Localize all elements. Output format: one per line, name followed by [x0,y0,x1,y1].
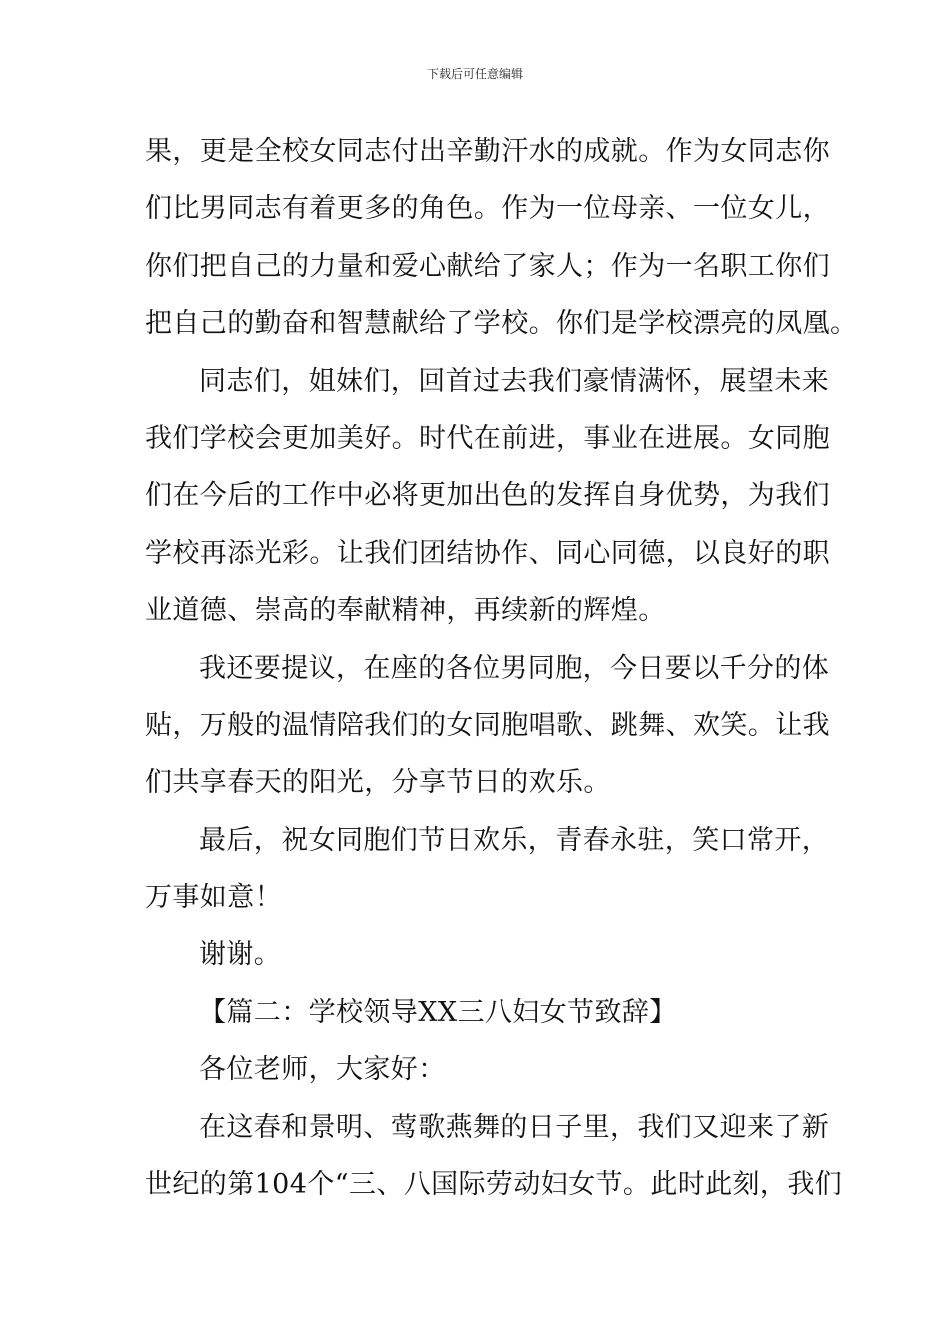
text-line: 你们把自己的力量和爱心献给了家人；作为一名职工你们 [145,250,830,282]
text-line: 我们学校会更加美好。时代在前进，事业在进展。女同胞 [145,422,830,454]
text-line: 同志们，姐妹们，回首过去我们豪情满怀，展望未来 [199,365,830,397]
text-line: 学校再添光彩。让我们团结协作、同心同德，以良好的职 [145,537,830,569]
text-line: 们共享春天的阳光，分享节日的欢乐。 [145,767,611,799]
text-line: 们比男同志有着更多的角色。作为一位母亲、一位女儿， [145,193,830,225]
text-line: 在这春和景明、莺歌燕舞的日子里，我们又迎来了新 [199,1111,830,1143]
text-line: 们在今后的工作中必将更加出色的发挥自身优势，为我们 [145,480,830,512]
text-line: 万事如意！ [145,882,282,914]
text-line: 我还要提议，在座的各位男同胞，今日要以千分的体 [199,652,830,684]
text-line: 业道德、崇高的奉献精神，再续新的辉煌。 [145,595,666,627]
text-line: 谢谢。 [199,939,282,971]
text-line: 各位老师，大家好： [199,1054,446,1086]
document-body [145,130,858,1220]
text-line: 果，更是全校女同志付出辛勤汗水的成就。作为女同志你 [145,136,830,167]
text-line: 世纪的第104个“三、八国际劳动妇女节。此时此刻，我们 [145,1169,843,1201]
text-line: 最后，祝女同胞们节日欢乐，青春永驻，笑口常开， [199,824,830,856]
page-header: 下载后可任意编辑 [426,67,523,81]
text-line: 贴，万般的温情陪我们的女同胞唱歌、跳舞、欢笑。让我 [145,709,830,741]
text-line: 把自己的勤奋和智慧献给了学校。你们是学校漂亮的凤凰。 [145,308,858,340]
section-heading: 【篇二：学校领导XX三八妇女节致辞】 [199,996,677,1028]
